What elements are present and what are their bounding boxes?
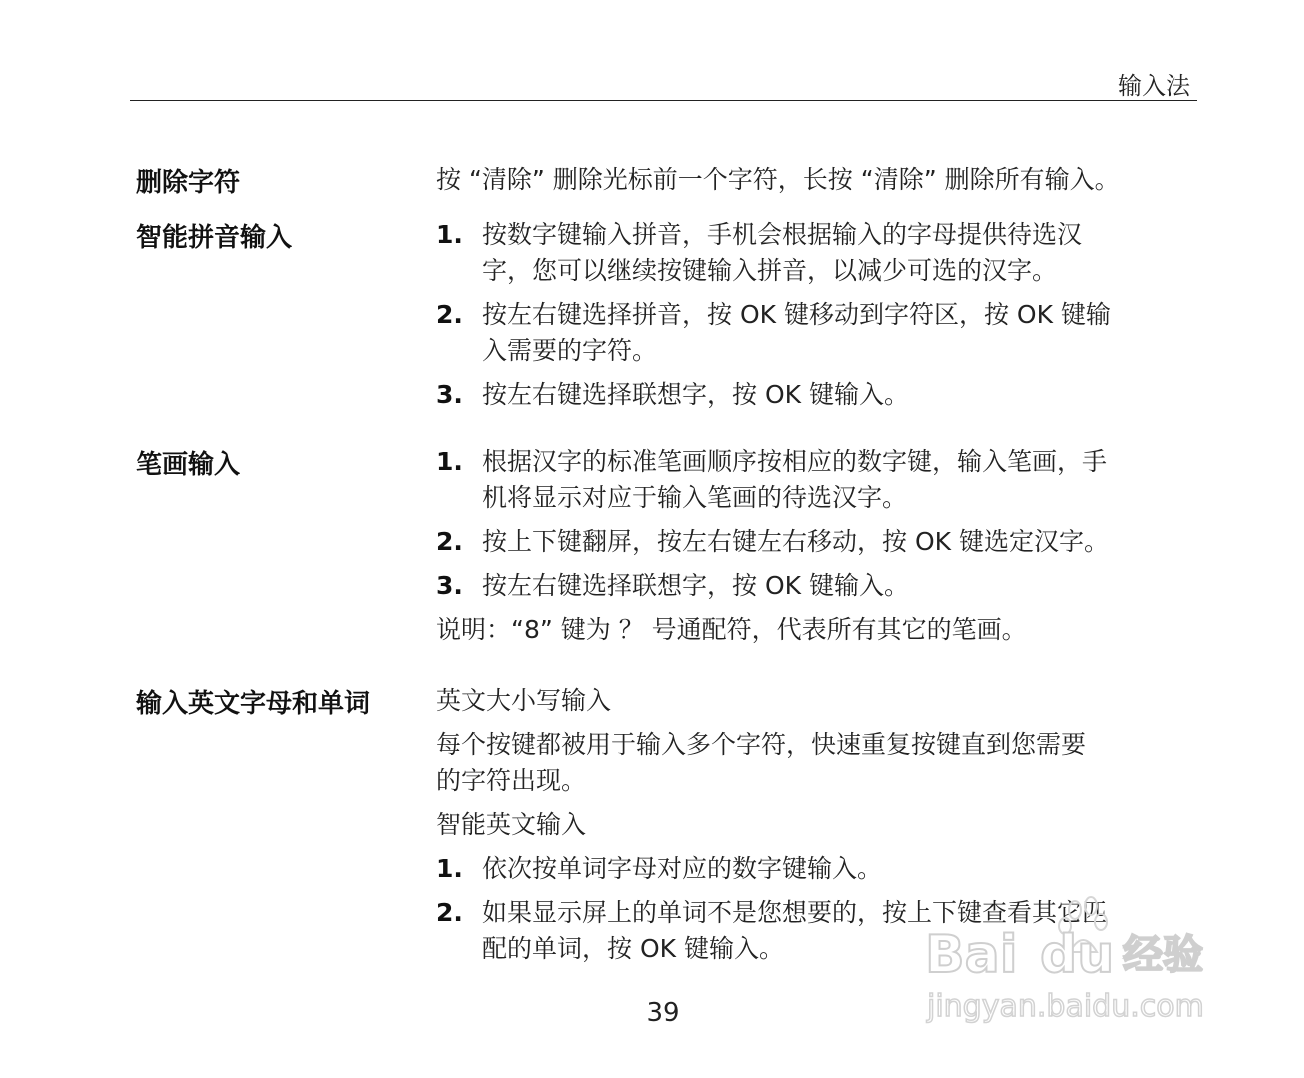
item-number: 1. (436, 447, 463, 476)
watermark-label: 经验 (1123, 932, 1203, 978)
list-item (436, 217, 1176, 289)
watermark-url: jingyan.baidu.com (927, 989, 1204, 1024)
subheading: 英文大小写输入 (436, 686, 612, 715)
page-number: 39 (646, 998, 680, 1028)
paragraph: 按 “清除” 删除光标前一个字符，长按 “清除” 删除所有输入。 (436, 165, 1120, 194)
item-line: 按左右键选择联想字，按 OK 键输入。 (482, 571, 909, 600)
item-number: 2. (436, 300, 463, 329)
item-line: 根据汉字的标准笔画顺序按相应的数字键，输入笔画，手 (482, 447, 1108, 476)
item-line: 如果显示屏上的单词不是您想要的，按上下键查看其它匹 (482, 898, 1108, 927)
section-content (436, 217, 1176, 413)
list-item (436, 568, 1176, 604)
item-number: 1. (436, 220, 463, 249)
item-number: 3. (436, 380, 463, 409)
section-content (436, 444, 1176, 648)
item-line: 入需要的字符。 (482, 336, 658, 365)
item-line: 按左右键选择拼音，按 OK 键移动到字符区，按 OK 键输 (482, 300, 1111, 329)
header-rule (130, 100, 1197, 101)
section-title: 智能拼音输入 (136, 223, 293, 253)
item-line: 按数字键输入拼音，手机会根据输入的字母提供待选汉 (482, 220, 1083, 249)
item-line: 按左右键选择联想字，按 OK 键输入。 (482, 380, 909, 409)
watermark-brand-du: du (1040, 925, 1115, 985)
section-title: 输入英文字母和单词 (136, 689, 371, 719)
list-item (436, 377, 1176, 413)
paragraph-line: 每个按键都被用于输入多个字符，快速重复按键直到您需要 (436, 730, 1087, 759)
item-line: 字，您可以继续按键输入拼音，以减少可选的汉字。 (482, 256, 1058, 285)
running-header: 输入法 (1118, 72, 1190, 100)
section-title: 删除字符 (136, 168, 241, 198)
list-item (436, 297, 1176, 369)
list-item (436, 524, 1176, 560)
subheading: 智能英文输入 (436, 810, 587, 839)
baidu-jingyan-watermark (925, 892, 1225, 1027)
item-number: 3. (436, 571, 463, 600)
item-line: 机将显示对应于输入笔画的待选汉字。 (482, 483, 908, 512)
watermark-brand: Bai (925, 925, 1018, 985)
item-number: 2. (436, 898, 463, 927)
list-item (436, 851, 1176, 887)
item-line: 配的单词，按 OK 键输入。 (482, 934, 784, 963)
section-content (436, 162, 1176, 198)
item-line: 按上下键翻屏，按左右键左右移动，按 OK 键选定汉字。 (482, 527, 1109, 556)
item-line: 依次按单词字母对应的数字键输入。 (482, 854, 883, 883)
note: 说明：“8” 键为 ？ 号通配符，代表所有其它的笔画。 (436, 615, 1027, 644)
paragraph-line: 的字符出现。 (436, 766, 587, 795)
list-item (436, 444, 1176, 516)
item-number: 1. (436, 854, 463, 883)
item-number: 2. (436, 527, 463, 556)
section-title: 笔画输入 (136, 450, 241, 480)
